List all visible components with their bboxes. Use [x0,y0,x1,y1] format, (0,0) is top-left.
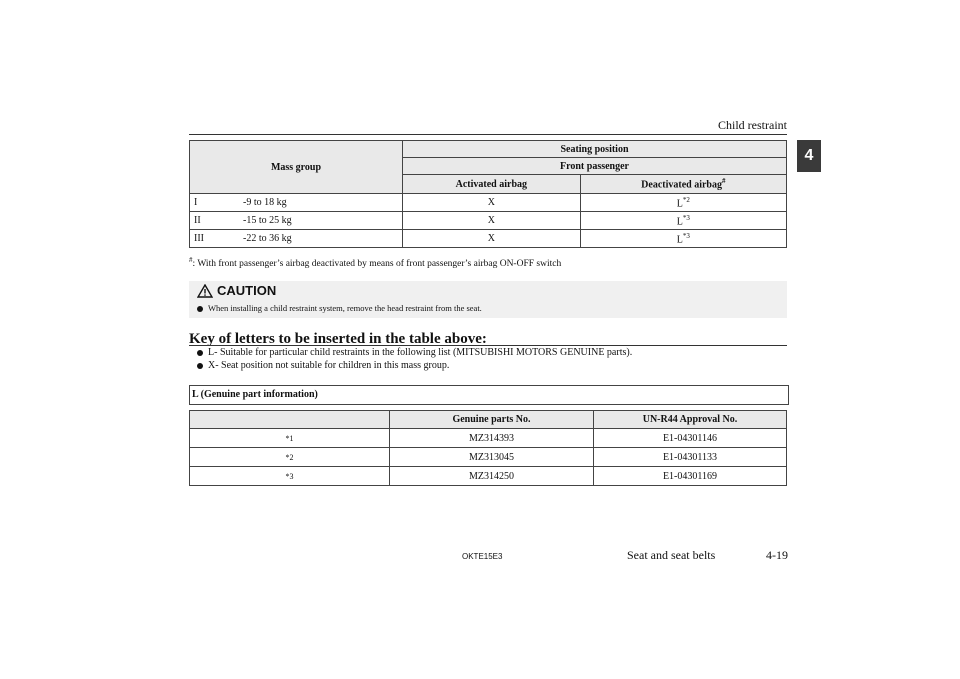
table-row [190,467,787,486]
ref-header [190,411,390,429]
approval-header: UN-R44 Approval No. [594,411,787,429]
section-rule [189,345,787,346]
approval-cell: E1-04301133 [594,448,787,467]
bullet-icon [197,350,203,356]
page-number: 4-19 [766,548,788,562]
activated-cell: X [403,194,581,212]
caution-box [189,281,787,318]
key-item-text: X- Seat position not suitable for children in this mass group. [208,360,450,371]
approval-cell: E1-04301169 [594,467,787,486]
part-no-cell: MZ313045 [390,448,594,467]
warning-triangle-icon [197,284,213,298]
genuine-part-info-label: L (Genuine part information) [189,385,789,405]
deactivated-cell [580,194,786,212]
deactivated-cell [580,212,786,230]
key-item-text: L- Suitable for particular child restraints in the following list (MITSUBISHI MOTORS GENUINE parts). [208,347,633,358]
approval-cell: E1-04301146 [594,429,787,448]
genuine-parts-table [189,410,787,486]
deactivated-value: L [676,198,683,210]
table-row [190,429,787,448]
deactivated-ref: *2 [682,195,690,204]
mass-group-header: Mass group [190,141,403,194]
mass-range: -15 to 25 kg [243,215,292,226]
chapter-tab[interactable]: 4 [797,140,821,172]
caution-item [197,303,482,313]
deactivated-value: L [676,234,683,246]
document-code: OKTE15E3 [462,552,503,561]
deactivated-airbag-header [580,175,786,194]
mass-range: -9 to 18 kg [243,197,287,208]
table-row [190,230,787,248]
footnote-mark: # [189,256,193,264]
table-row [190,194,787,212]
activated-airbag-header: Activated airbag [403,175,581,194]
key-item-l [197,347,632,358]
ref-cell: *2 [190,448,390,467]
table-footnote [189,256,561,269]
table-row [190,212,787,230]
mass-group-cell [190,212,403,230]
table-row [190,448,787,467]
activated-cell: X [403,212,581,230]
bullet-icon [197,306,203,312]
part-no-cell: MZ314250 [390,467,594,486]
mass-range: -22 to 36 kg [243,233,292,244]
deactivated-ref: *3 [682,213,690,222]
mass-group-cell [190,230,403,248]
seating-position-table [189,140,787,248]
running-header-title: Child restraint [718,118,787,132]
deactivated-airbag-label: Deactivated airbag [641,179,722,191]
header-rule [189,134,787,135]
key-section-title: Key of letters to be inserted in the table above: [189,331,487,347]
group-label: I [194,197,198,208]
mass-group-cell [190,194,403,212]
ref-cell: *3 [190,467,390,486]
ref-cell: *1 [190,429,390,448]
part-no-cell: MZ314393 [390,429,594,448]
group-label: II [194,215,201,226]
caution-title: CAUTION [217,283,277,298]
footer-section-name: Seat and seat belts [627,548,716,562]
deactivated-airbag-mark: # [722,177,726,186]
part-no-header: Genuine parts No. [390,411,594,429]
activated-cell: X [403,230,581,248]
deactivated-ref: *3 [682,231,690,240]
footnote-text: : With front passenger’s airbag deactivated by means of front passenger’s airbag ON-OFF switch [192,259,562,270]
bullet-icon [197,363,203,369]
key-item-x [197,360,449,371]
deactivated-value: L [676,216,683,228]
group-label: III [194,233,204,244]
caution-text: When installing a child restraint system, remove the head restraint from the seat. [208,303,482,313]
deactivated-cell [580,230,786,248]
caution-heading [197,283,276,298]
seating-position-header: Seating position [403,141,787,158]
front-passenger-header: Front passenger [403,158,787,175]
